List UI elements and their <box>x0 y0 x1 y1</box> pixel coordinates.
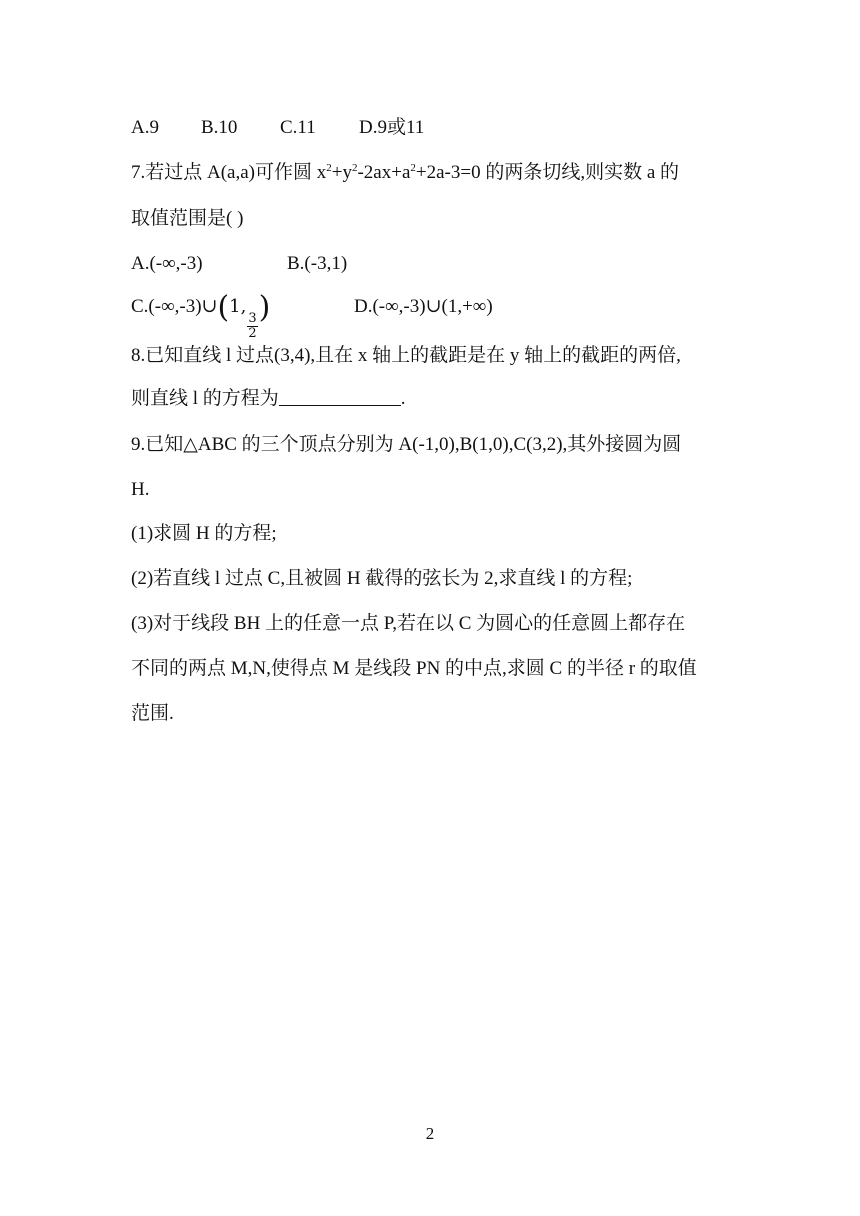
q7-stem-line2: 取值范围是( ) <box>131 208 244 229</box>
q7-text: +2a-3=0 的两条切线,则实数 a 的 <box>415 162 680 183</box>
answer-blank <box>279 387 401 406</box>
fraction-numerator: 3 <box>248 311 257 326</box>
q9-part3-line2: 不同的两点 M,N,使得点 M 是线段 PN 的中点,求圆 C 的半径 r 的取值 <box>131 658 697 679</box>
q9-part3-line1: (3)对于线段 BH 上的任意一点 P,若在以 C 为圆心的任意圆上都存在 <box>131 613 686 634</box>
q7-option-b: B.(-3,1) <box>287 253 348 274</box>
q9-stem-line1: 9.已知△ABC 的三个顶点分别为 A(-1,0),B(1,0),C(3,2),其外接圆为圆 <box>131 434 682 455</box>
q7-exponent: 2 <box>351 162 358 174</box>
q7-exponent: 2 <box>326 162 332 174</box>
fraction-denominator: 2 <box>248 326 257 341</box>
q9-part3-line3: 范围. <box>131 703 174 724</box>
q7-text: +y <box>331 162 352 183</box>
right-paren-icon: ) <box>258 290 271 325</box>
q8-stem-line2 <box>131 387 406 411</box>
q7-text: -2ax+a <box>357 162 411 183</box>
q6-option-d: D.9或11 <box>359 117 425 138</box>
page-number: 2 <box>425 1124 435 1143</box>
q7-option-d: D.(-∞,-3)∪(1,+∞) <box>354 296 493 317</box>
q8-text: 则直线 l 的方程为 <box>131 388 279 409</box>
q7-option-a: A.(-∞,-3) <box>131 253 203 274</box>
q8-text: . <box>400 388 406 409</box>
q7-stem-line1 <box>131 161 679 185</box>
q7-option-c-prefix: C.(-∞,-3)∪ <box>131 296 218 317</box>
q9-part1: (1)求圆 H 的方程; <box>131 523 277 544</box>
q6-option-a: A.9 <box>131 117 159 138</box>
q6-options <box>131 116 424 140</box>
q9-stem-line2: H. <box>131 479 150 500</box>
q9-part2: (2)若直线 l 过点 C,且被圆 H 截得的弦长为 2,求直线 l 的方程; <box>131 568 633 589</box>
q6-option-c: C.11 <box>280 117 316 138</box>
q7-options-cd <box>131 290 493 341</box>
q7-text: 7.若过点 A(a,a)可作圆 x <box>131 162 327 183</box>
q7-option-c-fraction <box>247 312 257 341</box>
left-paren-icon: ( <box>217 290 230 325</box>
q6-option-b: B.10 <box>201 117 238 138</box>
q7-option-c <box>131 290 354 341</box>
q7-option-c-interval: 1, <box>229 296 247 317</box>
q7-exponent: 2 <box>410 162 416 174</box>
q7-options-ab <box>131 252 347 276</box>
q8-stem-line1: 8.已知直线 l 过点(3,4),且在 x 轴上的截距是在 y 轴上的截距的两倍, <box>131 345 681 366</box>
